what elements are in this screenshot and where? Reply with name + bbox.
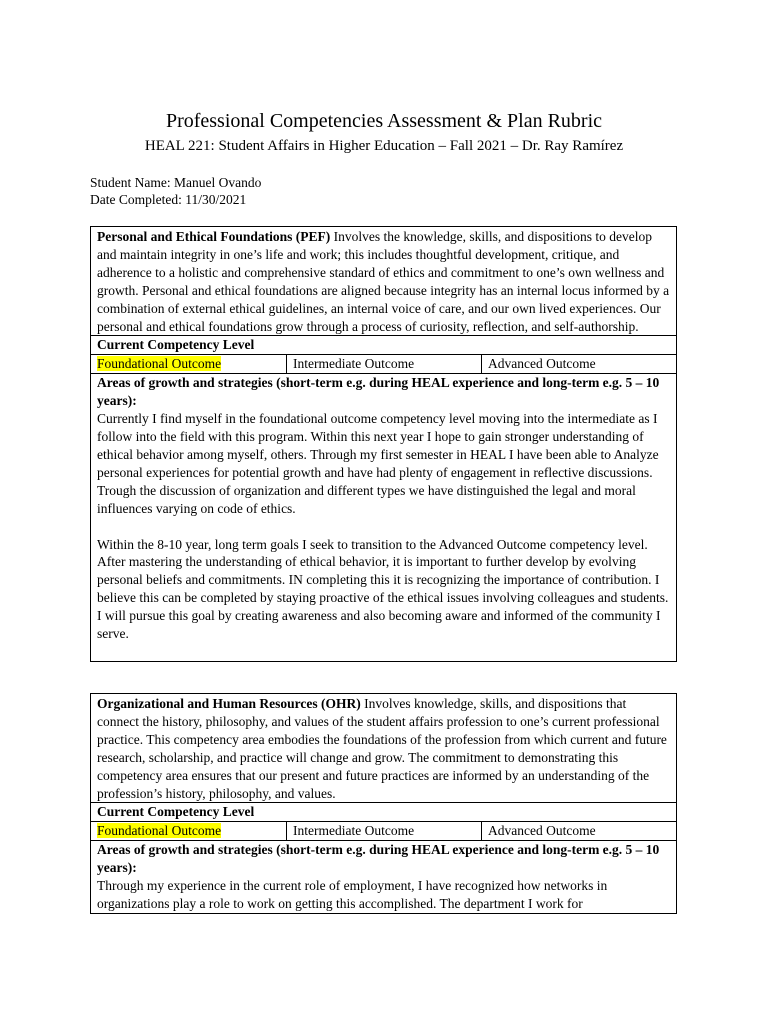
section-description: Involves knowledge, skills, and dispositions that connect the history, philosophy, and values of the student affairs profession to one’s current professional practice. This competency area embodies the foundations of the profession from which current and future research, scholarship, and practice will change and grow. The commitment to demonstrating this competency area ensures that our present and future practices are informed by an understanding of the profession’s history, philosophy, and values. bbox=[97, 696, 667, 801]
growth-paragraph-1: Through my experience in the current role of employment, I have recognized how networks in organizations play a role to work on getting this accomplished. The department I work for bbox=[97, 878, 608, 911]
areas-label: Areas of growth and strategies (short-term e.g. during HEAL experience and long-term e.g. 5 – 10 years): bbox=[97, 375, 660, 409]
growth-strategies-row bbox=[91, 374, 676, 661]
level-intermediate bbox=[287, 822, 482, 840]
level-advanced-label: Advanced Outcome bbox=[488, 356, 596, 372]
section-intro bbox=[91, 227, 676, 336]
level-label: Current Competency Level bbox=[97, 804, 255, 820]
competency-section-ohr bbox=[90, 693, 677, 914]
section-heading: Personal and Ethical Foundations (PEF) bbox=[97, 229, 331, 244]
level-options-row bbox=[91, 355, 676, 374]
document-title: Professional Competencies Assessment & Plan Rubric bbox=[165, 110, 603, 132]
level-label: Current Competency Level bbox=[97, 337, 255, 353]
level-advanced bbox=[482, 355, 676, 373]
level-foundational-label: Foundational Outcome bbox=[97, 823, 222, 839]
level-foundational-label: Foundational Outcome bbox=[97, 356, 222, 372]
section-heading: Organizational and Human Resources (OHR) bbox=[97, 696, 361, 711]
level-foundational bbox=[91, 355, 287, 373]
level-intermediate-label: Intermediate Outcome bbox=[293, 823, 415, 839]
areas-label: Areas of growth and strategies (short-term e.g. during HEAL experience and long-term e.g. 5 – 10 years): bbox=[97, 842, 660, 876]
level-foundational bbox=[91, 822, 287, 840]
section-description: Involves the knowledge, skills, and dispositions to develop and maintain integrity in one’s life and work; this includes thoughtful development, critique, and adherence to a holistic and comprehensive standard of ethics and commitment to one’s own wellness and growth. Personal and ethical foundations are aligned because integrity has an internal locus informed by a combination of external ethical guidelines, an internal voice of care, and our own lived experiences. Our personal and ethical foundations grow through a process of curiosity, reflection, and self-authorship. bbox=[97, 229, 670, 334]
competency-section-pef bbox=[90, 226, 677, 662]
growth-paragraph-2: Within the 8-10 year, long term goals I seek to transition to the Advanced Outcome competency level. After mastering the understanding of ethical behavior, it is important to further develop by evolving personal beliefs and commitments. IN completing this it is recognizing the importance of contribution. I believe this can be completed by staying proactive of the ethical issues involving colleagues and students. I will pursue this goal by creating awareness and also becoming aware and informed of the community I serve. bbox=[97, 536, 669, 642]
level-intermediate-label: Intermediate Outcome bbox=[293, 356, 415, 372]
growth-paragraph-1: Currently I find myself in the foundational outcome competency level moving into the intermediate as I follow into the field with this program. Within this next year I hope to gain stronger understanding of ethical behavior among myself, others. Through my first semester in HEAL I have been able to Analyze personal experiences for potential growth and have had plenty of engagement in reflective discussions. Trough the discussion of organization and different types we have distinguished the legal and moral influences varying on code of ethics. bbox=[97, 411, 659, 516]
date-completed: Date Completed: 11/30/2021 bbox=[90, 192, 247, 207]
level-label-row bbox=[91, 803, 676, 822]
level-advanced-label: Advanced Outcome bbox=[488, 823, 596, 839]
section-intro bbox=[91, 694, 676, 803]
level-label-row bbox=[91, 336, 676, 355]
growth-strategies-row bbox=[91, 841, 676, 913]
student-name: Student Name: Manuel Ovando bbox=[90, 175, 262, 190]
document-subtitle: HEAL 221: Student Affairs in Higher Education – Fall 2021 – Dr. Ray Ramírez bbox=[144, 138, 624, 154]
student-info bbox=[90, 174, 261, 208]
level-intermediate bbox=[287, 355, 482, 373]
level-options-row bbox=[91, 822, 676, 841]
level-advanced bbox=[482, 822, 676, 840]
